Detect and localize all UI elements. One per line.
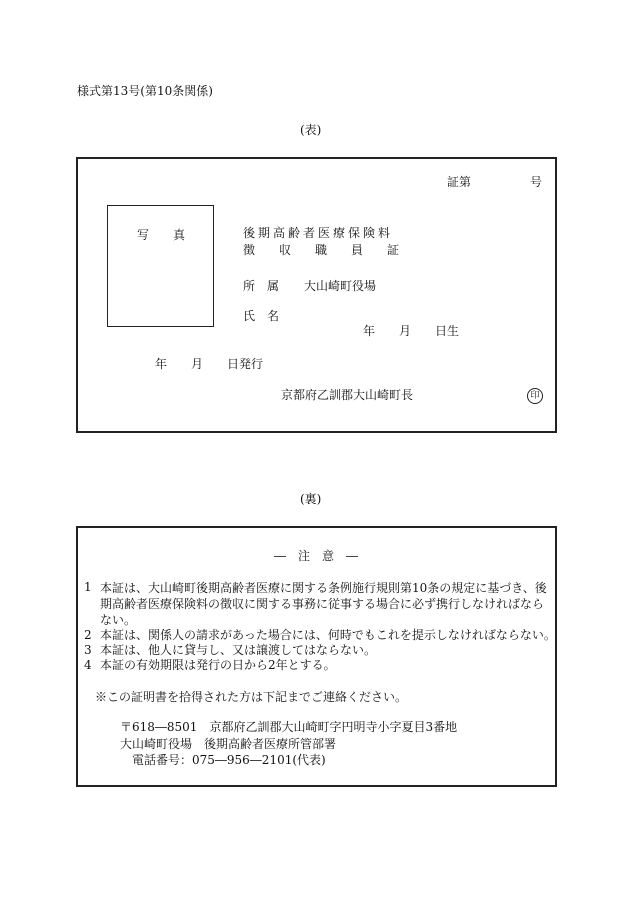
affiliation-value: 大山崎町役場	[304, 279, 377, 293]
birth-date: 年 月 日生	[363, 324, 460, 338]
note-number: 2	[84, 628, 92, 642]
back-section-label: (裏)	[300, 492, 322, 506]
contact-office: 大山崎町役場 後期高齢者医療所管部署	[120, 737, 337, 751]
issue-date: 年 月 日発行	[155, 357, 264, 371]
note-text: 本証は、他人に貸与し、又は譲渡してはならない。	[100, 643, 377, 657]
note-number: 1	[84, 580, 92, 594]
notes-heading: ― 注 意 ―	[274, 549, 359, 563]
note-text: 本証は、関係人の請求があった場合には、何時でもこれを提示しなければならない。	[100, 628, 556, 642]
note-text: 本証の有効期限は発行の日から2年とする。	[100, 658, 336, 672]
front-card	[76, 157, 557, 433]
issuer: 京都府乙訓郡大山崎町長	[281, 388, 414, 402]
photo-label: 写 真	[137, 228, 186, 242]
photo-box	[107, 205, 214, 327]
note-number: 3	[84, 643, 92, 657]
back-card	[76, 526, 557, 787]
contact-address: 〒618―8501 京都府乙訓郡大山崎町字円明寺小字夏目3番地	[120, 720, 458, 734]
note-number: 4	[84, 658, 92, 672]
seal-mark: 印	[527, 388, 543, 404]
cert-no-prefix: 証第	[447, 175, 472, 189]
card-title-line1: 後期高齢者医療保険料	[243, 226, 394, 240]
contact-phone: 電話番号：075―956―2101(代表)	[132, 753, 326, 767]
name-label: 氏 名	[243, 309, 280, 323]
front-section-label: (表)	[300, 123, 322, 137]
card-title-line2: 徴 収 職 員 証	[243, 243, 400, 257]
found-notice: ※この証明書を拾得された方は下記までご連絡ください。	[95, 690, 408, 704]
note-text: 本証は、大山崎町後期高齢者医療に関する条例施行規則第10条の規定に基づき、後期高齢者医療保険料の徴収に関する事務に従事する場合に必ず携行しなければならない。	[100, 581, 547, 627]
cert-no-suffix: 号	[530, 175, 543, 189]
form-number: 様式第13号(第10条関係)	[77, 84, 213, 98]
affiliation-label: 所 属	[243, 279, 280, 293]
